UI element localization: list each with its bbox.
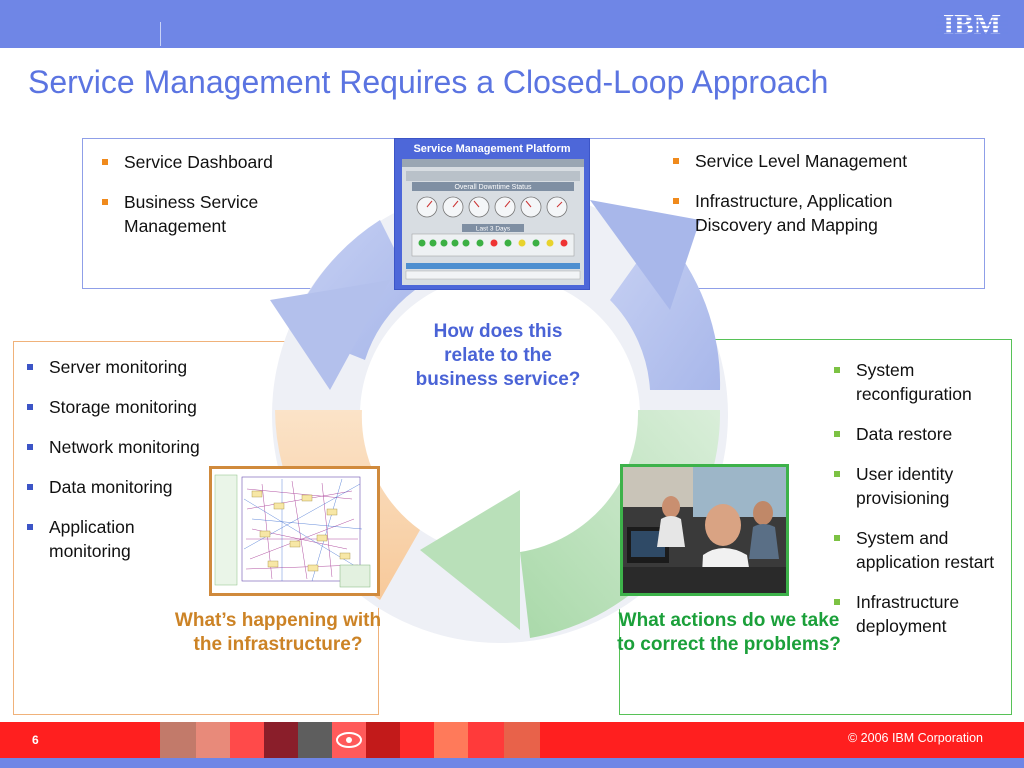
list-item: Service Level Management (671, 149, 971, 173)
corrective-actions-question: What actions do we take to correct the problems? (617, 610, 841, 655)
list-item: Network monitoring (25, 435, 215, 459)
header-divider (160, 22, 161, 46)
infrastructure-question: What’s happening with the infrastructure? (174, 610, 382, 655)
list-item: System reconfiguration (832, 358, 1002, 406)
orange-bullet-icon (102, 159, 108, 165)
footer-photo-strip (160, 722, 540, 758)
green-bullet-icon (834, 599, 840, 605)
orange-bullet-icon (673, 158, 679, 164)
blue-bullet-icon (27, 364, 33, 370)
green-bullet-icon (834, 367, 840, 373)
slide-title: Service Management Requires a Closed-Loop Approach (28, 64, 829, 100)
blue-bullet-icon (27, 404, 33, 410)
business-service-question: How does this relate to the business service? (415, 321, 581, 390)
list-item: System and application restart (832, 526, 1002, 574)
svg-text:Overall Downtime Status: Overall Downtime Status (454, 184, 532, 191)
top-left-bullet-list (100, 150, 340, 254)
list-item: Business Service Management (100, 190, 340, 238)
actions-bullet-list (832, 358, 1002, 654)
header-band (0, 0, 1024, 48)
top-right-bullet-list (671, 149, 971, 253)
list-item: Server monitoring (25, 355, 215, 379)
list-item: Application monitoring (25, 515, 215, 563)
page-number: 6 (32, 733, 39, 747)
svg-text:IBM: IBM (943, 9, 1001, 39)
operations-team-photo (620, 464, 789, 596)
svg-text:Last 3 Days: Last 3 Days (475, 225, 511, 233)
list-item: Storage monitoring (25, 395, 215, 419)
monitoring-bullet-list (25, 355, 215, 579)
blue-bullet-icon (27, 444, 33, 450)
green-bullet-icon (834, 431, 840, 437)
service-management-platform (394, 138, 590, 290)
orange-bullet-icon (102, 199, 108, 205)
green-bullet-icon (834, 471, 840, 477)
blue-bullet-icon (27, 524, 33, 530)
list-item: User identity provisioning (832, 462, 1002, 510)
dashboard-screenshot (402, 159, 584, 285)
infrastructure-topology-diagram (209, 466, 380, 596)
list-item: Infrastructure deployment (832, 590, 1002, 638)
list-item: Service Dashboard (100, 150, 340, 174)
list-item: Data restore (832, 422, 1002, 446)
orange-bullet-icon (673, 198, 679, 204)
ibm-logo (936, 9, 1008, 39)
copyright-notice: © 2006 IBM Corporation (848, 731, 983, 745)
green-bullet-icon (834, 535, 840, 541)
footer-strip (0, 758, 1024, 768)
list-item: Data monitoring (25, 475, 215, 499)
blue-bullet-icon (27, 484, 33, 490)
list-item: Infrastructure, Application Discovery and Mapping (671, 189, 971, 237)
platform-title: Service Management Platform (413, 143, 571, 155)
